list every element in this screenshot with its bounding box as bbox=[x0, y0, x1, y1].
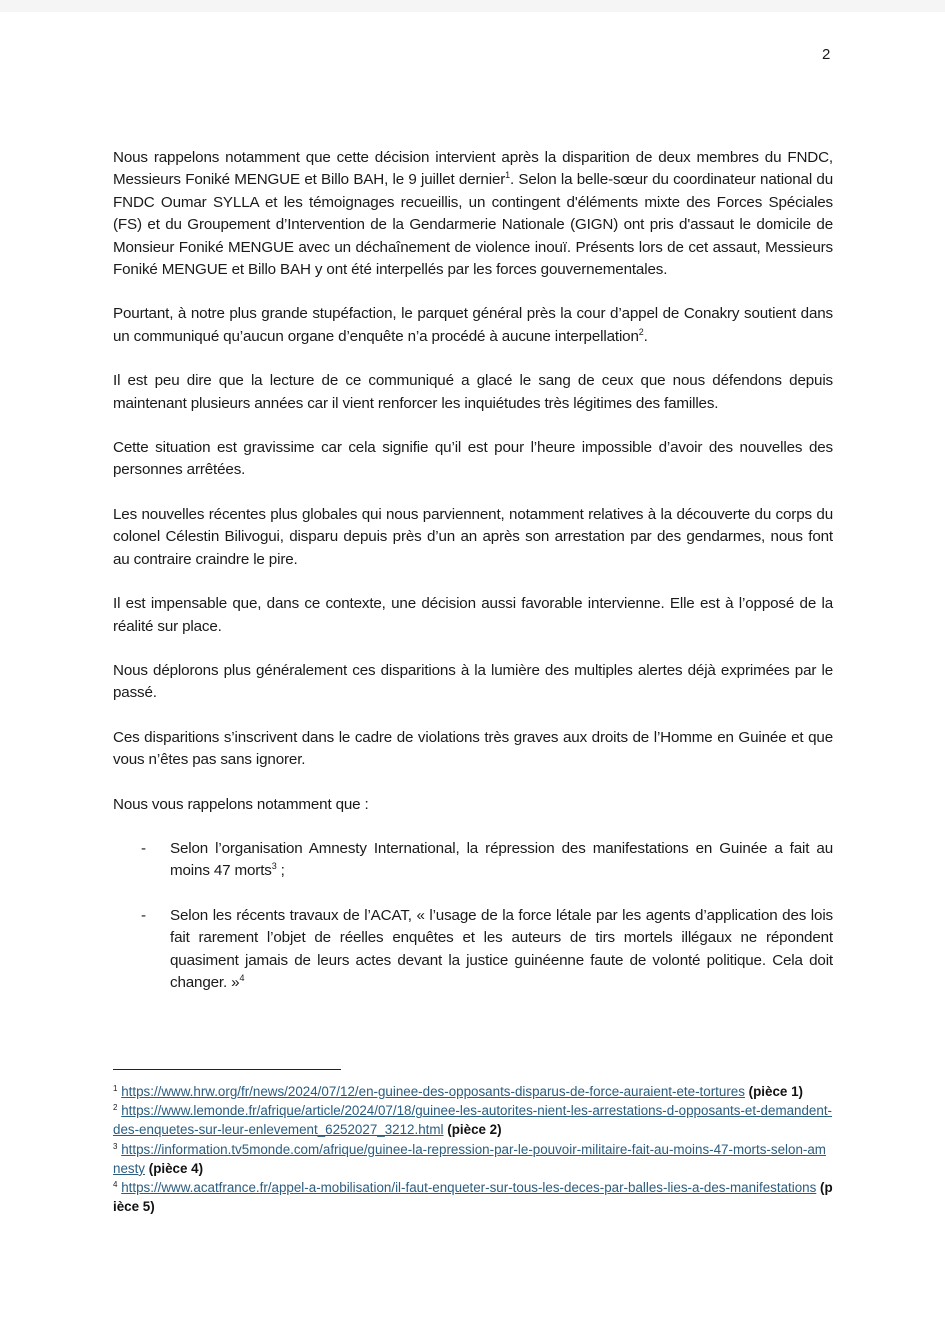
list-item: - Selon les récents travaux de l’ACAT, « l’usage de la force létale par les agents d’application des lois fait rarement l’objet de réelles enquêtes et les auteurs de tirs mortels illégaux ne répondent quasiment jamais de leurs actes devant la justice guinéenne faute de volonté politique. Cela doit changer. »$^4$ bbox=[141, 906, 833, 991]
footnote-separator bbox=[113, 1069, 341, 1070]
piece-label: (pièce 1) bbox=[748, 1084, 803, 1099]
list-item: - Selon l’organisation Amnesty International, la répression des manifestations en Guinée a fait au moins 47 morts$^3$ ; bbox=[141, 839, 833, 880]
footnote-1: $^1$ https://www.hrw.org/fr/news/2024/07/12/en-guinee-des-opposants-disparus-de-force-auraient-ete-tortures (pièce 1) bbox=[113, 1084, 803, 1099]
footnotes bbox=[113, 1082, 833, 1216]
footnote-link[interactable]: https://www.lemonde.fr/afrique/article/2024/07/18/guinee-les-autorites-nient-les-arrestations-d-opposants-et-demandent-des-enquetes-sur-leur-enlevement_6252027_3212.html bbox=[113, 1103, 833, 1138]
paragraph-disappearance: Nous rappelons notamment que cette décision intervient après la disparition de deux membres du FNDC, Messieurs Foniké MENGUE et Billo BAH, le 9 juillet dernier$^1$. Selon la belle-sœur du coordinateur national du FNDC Oumar SYLLA et les témoignages recueillis, un contingent d'éléments mixte des Forces Spéciales (FS) et du Groupement d’Intervention de la Gendarmerie Nationale (GIGN) ont pris d'assaut le domicile de Monsieur Foniké MENGUE avec un déchaînement de violence inouï. Présents lors de cet assaut, Messieurs Foniké MENGUE et Billo BAH y ont été interpellés par les forces gouvernementales. bbox=[113, 149, 833, 279]
viewer-top-band bbox=[0, 0, 945, 12]
footnote-link[interactable]: https://information.tv5monde.com/afrique/guinee-la-repression-par-le-pouvoir-militaire-fait-au-moins-47-morts-selon-amnesty bbox=[113, 1141, 826, 1176]
paragraph-deplore: Nous déplorons plus généralement ces disparitions à la lumière des multiples alertes déjà exprimées par le passé. bbox=[113, 661, 833, 702]
footnote-link[interactable]: https://www.hrw.org/fr/news/2024/07/12/en-guinee-des-opposants-disparus-de-force-auraient-ete-tortures bbox=[121, 1084, 745, 1099]
piece-label: (pièce 5) bbox=[113, 1180, 833, 1215]
footnote-ref[interactable]: 1 bbox=[505, 170, 511, 181]
footnote-ref[interactable]: 4 bbox=[239, 972, 245, 983]
paragraph-reminder-intro: Nous vous rappelons notamment que : bbox=[113, 795, 369, 813]
page-number: 2 bbox=[822, 46, 831, 63]
footnote-4: $^4$ https://www.acatfrance.fr/appel-a-mobilisation/il-faut-enqueter-sur-tous-les-deces-par-balles-lies-a-des-manifestations (pièce 5) bbox=[113, 1180, 833, 1215]
dash-bullet: - bbox=[141, 839, 146, 857]
paragraph-prosecutor-statement: Pourtant, à notre plus grande stupéfaction, le parquet général près la cour d’appel de Conakry soutient dans un communiqué qu’aucun organe d’enquête n’a procédé à aucune interpellation$^2$. bbox=[113, 305, 833, 345]
paragraph-communique-reaction: Il est peu dire que la lecture de ce communiqué a glacé le sang de ceux que nous défendons depuis maintenant plusieurs années car il vient renforcer les inquiétudes très légitimes des familles. bbox=[113, 372, 833, 412]
piece-label: (pièce 2) bbox=[447, 1122, 502, 1138]
footnote-ref[interactable]: 3 bbox=[271, 861, 277, 872]
paragraph-unthinkable: Il est impensable que, dans ce contexte, une décision aussi favorable intervienne. Elle est à l’opposé de la réalité sur place. bbox=[113, 595, 833, 635]
paragraph-violations: Ces disparitions s’inscrivent dans le cadre de violations très graves aux droits de l’Homme en Guinée et que vous n’êtes pas sans ignorer. bbox=[113, 728, 833, 769]
dash-bullet: - bbox=[141, 906, 146, 924]
piece-label: (pièce 4) bbox=[148, 1160, 204, 1176]
footnote-3: $^3$ https://information.tv5monde.com/afrique/guinee-la-repression-par-le-pouvoir-militaire-fait-au-moins-47-morts-selon-amnesty (pièce 4) bbox=[113, 1141, 826, 1176]
footnote-ref[interactable]: 2 bbox=[638, 326, 644, 337]
reminder-list bbox=[113, 838, 833, 994]
paragraph-situation: Cette situation est gravissime car cela signifie qu’il est pour l’heure impossible d’avoir des nouvelles des personnes arrêtées. bbox=[113, 439, 833, 479]
footnote-2: $^2$ https://www.lemonde.fr/afrique/article/2024/07/18/guinee-les-autorites-nient-les-arrestations-d-opposants-et-demandent-des-enquetes-sur-leur-enlevement_6252027_3212.html (pièce 2) bbox=[113, 1103, 833, 1138]
footnote-link[interactable]: https://www.acatfrance.fr/appel-a-mobilisation/il-faut-enqueter-sur-tous-les-deces-par-balles-lies-a-des-manifestations bbox=[121, 1180, 817, 1196]
letter-body bbox=[113, 147, 833, 1016]
paragraph-recent-news: Les nouvelles récentes plus globales qui nous parviennent, notamment relatives à la découverte du corps du colonel Célestin Bilivogui, disparu depuis près d’un an après son arrestation par des gendarmes, nous font au contraire craindre le pire. bbox=[113, 505, 833, 568]
